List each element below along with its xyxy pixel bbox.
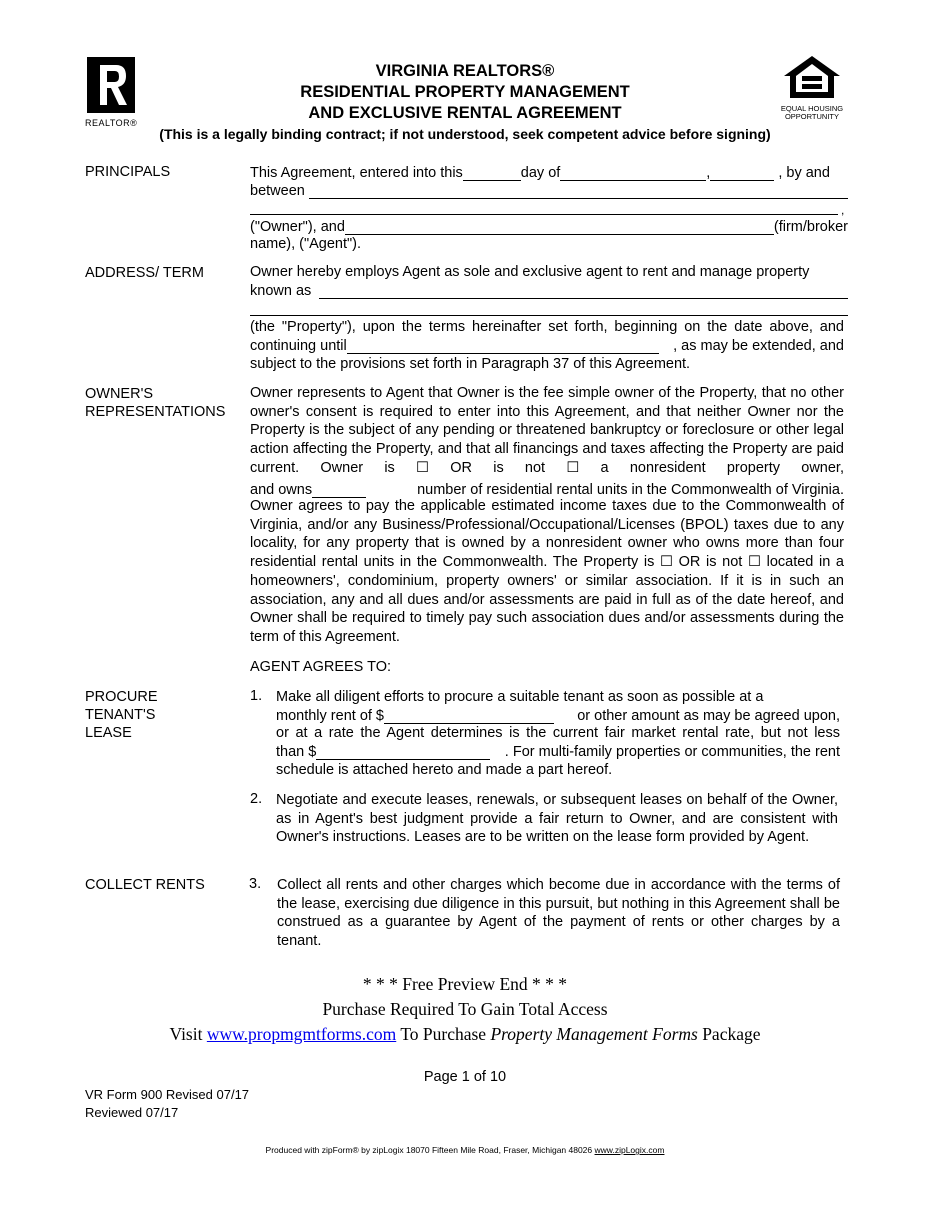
- owner-representations-para1: Owner represents to Agent that Owner is the fee simple owner of the Property, that no other owner's consent is required to enter into this Agreement, and that neither Owner nor the Property is the subject of any pending or threatened bankruptcy or foreclosure or other legal action affecting the Property, and that all financings and taxes affecting the Property are paid current. Owner is ☐ OR is not ☐ a nonresident property owner,: [250, 385, 844, 476]
- principals-line3: ("Owner"), and (firm/broker: [250, 219, 848, 235]
- section-label-collect-rents: COLLECT RENTS: [85, 877, 205, 893]
- section-label-lease: LEASE: [85, 725, 132, 741]
- eho-text-line2: OPPORTUNITY: [784, 112, 840, 121]
- eho-text-line1: EQUAL HOUSING: [780, 104, 844, 113]
- agent-name-field[interactable]: [345, 220, 774, 235]
- ziplogix-link[interactable]: www.zipLogix.com: [594, 1145, 665, 1155]
- title-line3: AND EXCLUSIVE RENTAL AGREEMENT: [308, 104, 622, 122]
- property-address-field-2[interactable]: [250, 315, 848, 316]
- monthly-rent-field[interactable]: [384, 709, 554, 724]
- address-line3: (the "Property"), upon the terms hereinafter set forth, beginning on the date above, and: [250, 319, 844, 335]
- preview-end-banner: * * * Free Preview End * * *: [362, 974, 568, 994]
- item1-line4: than $ . For multi-family properties or communities, the rent: [276, 744, 840, 760]
- rental-units-count-field[interactable]: [312, 483, 366, 498]
- title-line1: VIRGINIA REALTORS®: [375, 62, 555, 80]
- section-label-principals: PRINCIPALS: [85, 164, 171, 180]
- comma: ,: [841, 203, 845, 217]
- item1-line5: schedule is attached hereto and made a part hereof.: [276, 762, 613, 778]
- address-line4: continuing until , as may be extended, and: [250, 338, 844, 354]
- purchase-required-text: Purchase Required To Gain Total Access: [322, 999, 608, 1019]
- principals-line2: between: [250, 180, 848, 199]
- section-label-owners: OWNER'S: [85, 386, 154, 402]
- agreement-year-field[interactable]: [710, 166, 774, 181]
- realtor-logo-text: REALTOR®: [85, 118, 138, 128]
- produced-with-line: Produced with zipForm® by zipLogix 18070 Fifteen Mile Road, Fraser, Michigan 48026 www.zipLogix.com: [265, 1145, 665, 1155]
- property-address-field[interactable]: [319, 284, 848, 299]
- item3-paragraph: Collect all rents and other charges which become due in accordance with the terms of the lease, exercising due diligence in this pursuit, but nothing in this Agreement shall be construed as a guarantee by Agent of the payment of rents or other charges by a tenant.: [277, 877, 840, 950]
- agreement-month-field[interactable]: [560, 166, 706, 181]
- owner-units-line: and owns number of residential rental units in the Commonwealth of Virginia.: [250, 482, 844, 498]
- item1-line1: Make all diligent efforts to procure a suitable tenant as soon as possible at a: [276, 689, 764, 705]
- item-number-3: 3.: [249, 876, 262, 892]
- principals-line1: This Agreement, entered into this day of , , by and: [250, 165, 830, 181]
- term-end-date-field[interactable]: [347, 339, 659, 354]
- form-revision: VR Form 900 Revised 07/17: [85, 1087, 250, 1102]
- address-line1: Owner hereby employs Agent as sole and exclusive agent to rent and manage property: [250, 264, 810, 280]
- visit-line: Visit www.propmgmtforms.com To Purchase Property Management Forms Package: [169, 1024, 761, 1044]
- section-label-representations: REPRESENTATIONS: [85, 404, 226, 420]
- minimum-rent-field[interactable]: [316, 745, 490, 760]
- title-line2: RESIDENTIAL PROPERTY MANAGEMENT: [300, 83, 630, 101]
- agreement-day-field[interactable]: [463, 166, 521, 181]
- item-number-1: 1.: [250, 688, 263, 704]
- owner-representations-para2: Owner agrees to pay the applicable estimated income taxes due to the Commonwealth of Virginia, and/or any Business/Professional/Occupational/Licenses (BPOL) taxes due to any locality, for any property that is owned by a nonresident owner who owns more than four residential rental units in the Commonwealth. The Property is ☐ OR is not ☐ located in a homeowners', condominium, property owners' or similar association. If it is in such an association, any and all dues and/or assessments are paid in full as of the date hereof, and Owner shall be required to timely pay such association dues and/or assessments during the term of this Agreement.: [250, 498, 844, 645]
- section-label-tenants: TENANT'S: [85, 707, 156, 723]
- address-line2: known as: [250, 280, 848, 299]
- item2-paragraph: Negotiate and execute leases, renewals, or subsequent leases on behalf of the Owner, as in Agent's best judgment provide a fair return to Owner, and are consistent with Owner's instructions. Leases are to be written on the lease form provided by Agent.: [276, 792, 838, 846]
- owner-name-field-2[interactable]: [250, 214, 838, 215]
- page-number: Page 1 of 10: [423, 1069, 507, 1085]
- principals-line4: name), ("Agent").: [250, 236, 362, 252]
- item1-line3: or at a rate the Agent determines is the current fair market rental rate, but not less: [276, 725, 840, 741]
- section-label-procure: PROCURE: [85, 689, 158, 705]
- owner-name-field[interactable]: [309, 184, 848, 199]
- address-line5: subject to the provisions set forth in Paragraph 37 of this Agreement.: [250, 356, 691, 372]
- propmgmtforms-link[interactable]: www.propmgmtforms.com: [206, 1024, 397, 1044]
- subtitle: (This is a legally binding contract; if not understood, seek competent advice before signing): [159, 126, 771, 142]
- item1-line2: monthly rent of $ or other amount as may be agreed upon,: [276, 708, 840, 724]
- item-number-2: 2.: [250, 791, 263, 807]
- agent-agrees-heading: AGENT AGREES TO:: [250, 659, 392, 675]
- form-reviewed: Reviewed 07/17: [85, 1105, 179, 1120]
- section-label-address-term: ADDRESS/ TERM: [85, 265, 204, 281]
